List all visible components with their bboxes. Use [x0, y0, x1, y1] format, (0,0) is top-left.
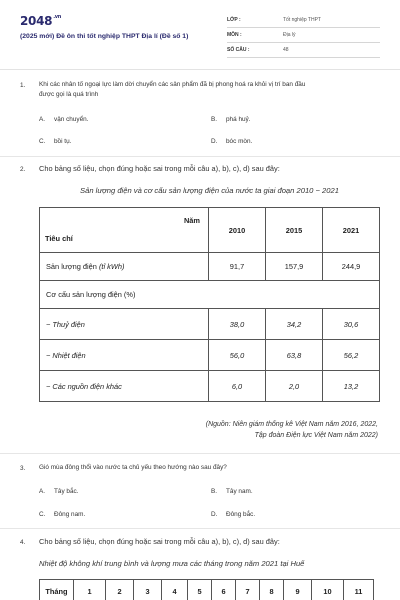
q2-source-line2: Tập đoàn Điện lực Việt Nam năm 2022) — [254, 432, 378, 439]
q3-number: 3. — [20, 465, 26, 472]
q1-option-d-text: bóc mòn. — [226, 138, 253, 145]
meta-count-value: 48 — [283, 47, 289, 53]
q3-option-b-letter: B. — [211, 488, 218, 495]
meta-subject-row — [227, 28, 380, 43]
q2-number: 2. — [20, 166, 26, 173]
q2-source-line1: (Nguồn: Niên giám thống kê Việt Nam năm 2016, 2022, — [205, 421, 378, 428]
q2-table-corner-criteria-label: Tiêu chí — [45, 234, 73, 243]
table-cell: 2,0 — [266, 371, 323, 402]
table-cell: 91,7 — [209, 253, 266, 281]
q4-data-table — [39, 579, 374, 600]
table-row — [40, 281, 380, 309]
q1-option-a[interactable] — [39, 116, 88, 123]
q3-text: Gió mùa đông thổi vào nước ta chủ yếu theo hướng nào sau đây? — [39, 464, 227, 471]
q3-option-c[interactable] — [39, 511, 85, 518]
table-row — [40, 340, 380, 371]
q2-text: Cho bảng số liệu, chọn đúng hoặc sai trong mỗi câu a), b), c), d) sau đây: — [39, 164, 280, 173]
q4-month-cell: 7 — [236, 580, 260, 600]
q4-text: Cho bảng số liệu, chọn đúng hoặc sai trong mỗi câu a), b), c), d) sau đây: — [39, 537, 280, 546]
q1-option-c-letter: C. — [39, 138, 46, 145]
table-row — [40, 253, 380, 281]
meta-class-value: Tốt nghiệp THPT — [283, 17, 321, 23]
meta-count-row — [227, 43, 380, 58]
question-divider — [0, 528, 400, 529]
q2-table-year-2010: 2010 — [209, 208, 266, 253]
table-row — [40, 371, 380, 402]
table-cell: 63,8 — [266, 340, 323, 371]
site-logo[interactable] — [20, 14, 61, 28]
q3-option-b-text: Tây nam. — [226, 488, 253, 495]
q3-option-a-text: Tây bắc. — [54, 488, 79, 495]
q1-option-a-text: vận chuyển. — [54, 116, 89, 123]
q2-table-year-2021: 2021 — [323, 208, 380, 253]
q4-table-caption: Nhiệt độ không khí trung bình và lượng mưa các tháng trong năm 2021 tại Huế — [39, 559, 305, 568]
q3-option-b[interactable] — [211, 488, 253, 495]
q4-month-cell: 1 — [74, 580, 106, 600]
q3-option-c-letter: C. — [39, 511, 46, 518]
q2-table-source — [206, 419, 378, 441]
q1-option-c[interactable] — [39, 138, 71, 145]
q2-row-output-label — [40, 253, 209, 281]
q2-table-year-2015: 2015 — [266, 208, 323, 253]
q4-number: 4. — [20, 539, 26, 546]
q4-month-cell: 9 — [284, 580, 312, 600]
table-row-label: − Các nguồn điện khác — [40, 371, 209, 402]
table-cell: 30,6 — [323, 309, 380, 340]
q4-month-cell: 2 — [106, 580, 134, 600]
meta-class-key: LỚP : — [227, 17, 241, 23]
q4-month-cell: 5 — [188, 580, 212, 600]
meta-count-key: SỐ CÂU : — [227, 47, 250, 53]
q3-option-c-text: Đông nam. — [54, 511, 86, 518]
q2-table-corner-year-label: Năm — [183, 216, 200, 225]
table-cell: 244,9 — [323, 253, 380, 281]
logo-suffix: .vn — [53, 14, 62, 20]
q1-option-d-letter: D. — [211, 138, 218, 145]
table-cell: 13,2 — [323, 371, 380, 402]
q4-month-cell: 4 — [162, 580, 188, 600]
header-divider — [0, 69, 400, 70]
q2-table-header-row — [40, 208, 380, 253]
table-cell: 157,9 — [266, 253, 323, 281]
q2-row-output-label-text: Sản lượng điện — [46, 262, 97, 271]
exam-title: (2025 mới) Đề ôn thi tốt nghiệp THPT Địa lí (Đề số 1) — [20, 33, 189, 40]
q4-table-row-label: Tháng — [40, 580, 74, 600]
q1-option-c-text: bồi tụ. — [54, 138, 72, 145]
table-row-label: − Thuỷ điện — [40, 309, 209, 340]
meta-subject-key: MÔN : — [227, 32, 242, 38]
table-cell: 56,2 — [323, 340, 380, 371]
q4-month-cell: 3 — [134, 580, 162, 600]
q1-option-d[interactable] — [211, 138, 252, 145]
q4-month-cell: 6 — [212, 580, 236, 600]
q1-option-a-letter: A. — [39, 116, 46, 123]
table-row-label: − Nhiệt điện — [40, 340, 209, 371]
q1-option-b-text: phá huỷ. — [226, 116, 251, 123]
question-divider — [0, 156, 400, 157]
q1-number: 1. — [20, 82, 26, 89]
q4-month-cell: 10 — [312, 580, 344, 600]
q1-option-b[interactable] — [211, 116, 251, 123]
q1-option-b-letter: B. — [211, 116, 218, 123]
logo-text: 2048 — [20, 14, 53, 28]
q3-option-d-text: Đông bắc. — [226, 511, 256, 518]
table-cell: 56,0 — [209, 340, 266, 371]
q3-option-a[interactable] — [39, 488, 79, 495]
q2-table-corner-cell — [40, 208, 209, 253]
q1-text-line1: Khi các nhân tố ngoại lực làm dời chuyển các sản phẩm đã bị phong hoá ra khỏi vị trí ban đầu — [39, 81, 306, 88]
table-cell: 34,2 — [266, 309, 323, 340]
q2-data-table — [39, 207, 380, 402]
page-header — [0, 0, 400, 70]
table-cell: 6,0 — [209, 371, 266, 402]
meta-subject-value: Địa lý — [283, 32, 296, 38]
q1-text-line2: được gọi là quá trình — [39, 91, 99, 98]
q3-option-d[interactable] — [211, 511, 255, 518]
meta-class-row — [227, 13, 380, 28]
q2-table-caption: Sản lượng điện và cơ cấu sản lượng điện của nước ta giai đoạn 2010 − 2021 — [80, 186, 339, 195]
q3-option-a-letter: A. — [39, 488, 46, 495]
q1-text — [39, 80, 384, 100]
table-row — [40, 309, 380, 340]
table-cell: 38,0 — [209, 309, 266, 340]
q2-row-output-unit: (tỉ kWh) — [98, 262, 125, 271]
q4-month-cell: 8 — [260, 580, 284, 600]
q2-row-structure-label: Cơ cấu sản lượng điện (%) — [40, 281, 380, 309]
q4-month-cell: 11 — [344, 580, 374, 600]
question-divider — [0, 453, 400, 454]
q3-option-d-letter: D. — [211, 511, 218, 518]
q4-table-month-row — [40, 580, 374, 600]
